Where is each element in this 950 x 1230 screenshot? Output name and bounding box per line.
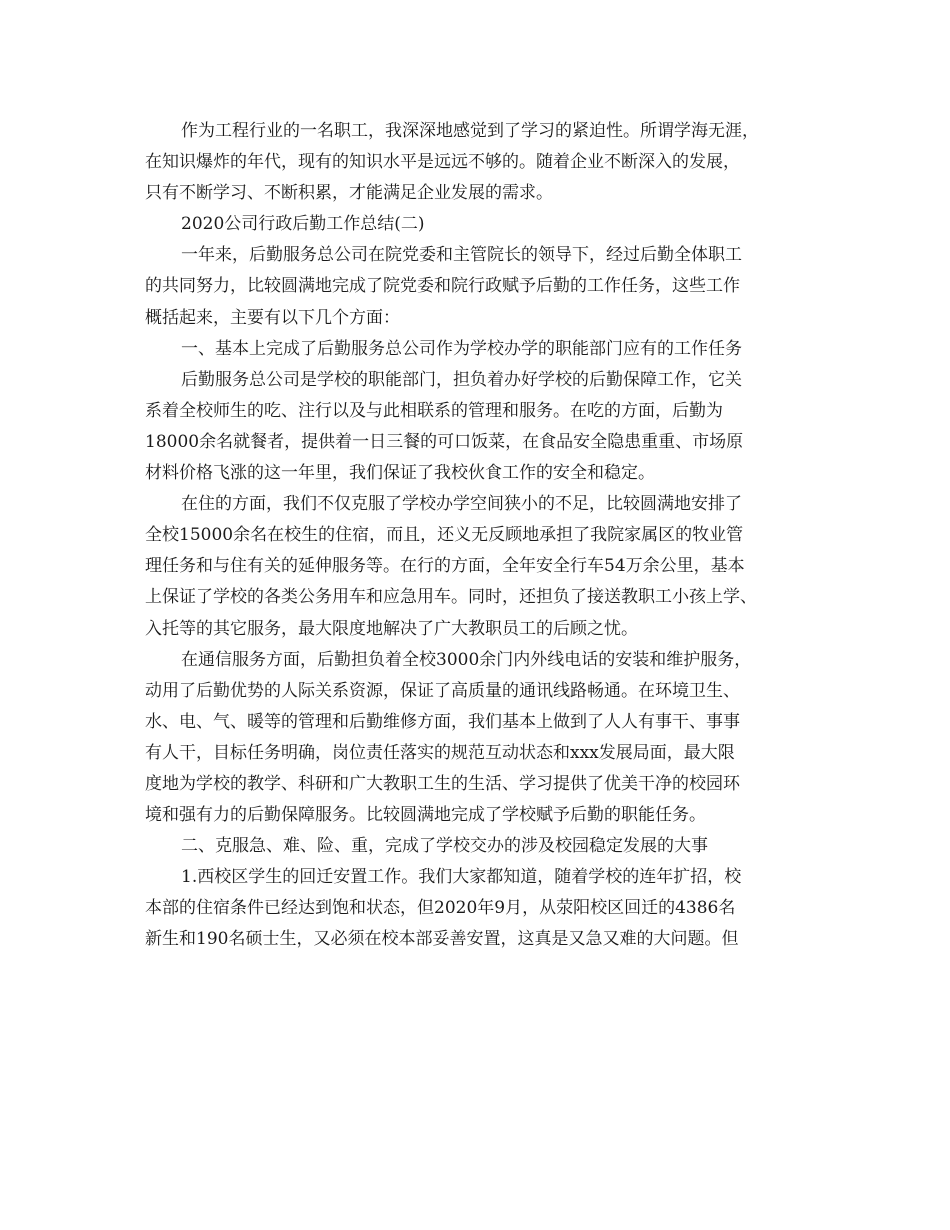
section-heading-one [145, 334, 807, 365]
heading-line: 一、基本上完成了后勤服务总公司作为学校办学的职能部门应有的工作任务 [181, 338, 742, 359]
text-line: 度地为学校的教学、科研和广大教职工生的生活、学习提供了优美干净的校园环 [145, 773, 740, 794]
text-line: 新生和190名硕士生，又必须在校本部妥善安置，这真是又急又难的大问题。但 [145, 929, 739, 950]
text-line: 动用了后勤优势的人际关系资源，保证了高质量的通讯线路畅通。在环境卫生、 [145, 680, 740, 701]
heading-line: 2020公司行政后勤工作总结(二) [181, 214, 425, 235]
paragraph-communications [145, 645, 807, 832]
paragraph-relocation [145, 862, 807, 955]
text-line: 全校15000余名在校生的住宿，而且，还义无反顾地承担了我院家属区的牧业管 [145, 525, 744, 546]
text-line: 1.西校区学生的回迁安置工作。我们大家都知道，随着学校的连年扩招，校 [181, 867, 742, 888]
text-line: 材料价格飞涨的这一年里，我们保证了我校伙食工作的安全和稳定。 [145, 463, 655, 484]
paragraph-dining [145, 365, 807, 489]
text-line: 的共同努力，比较圆满地完成了院党委和院行政赋予后勤的工作任务，这些工作 [145, 276, 740, 297]
text-line: 系着全校师生的吃、注行以及与此相联系的管理和服务。在吃的方面，后勤为 [145, 400, 723, 421]
paragraph-housing-transport [145, 489, 807, 644]
text-line: 上保证了学校的各类公务用车和应急用车。同时，还担负了接送教职工小孩上学、 [145, 587, 757, 608]
text-line: 境和强有力的后勤保障服务。比较圆满地完成了学校赋予后勤的职能任务。 [145, 805, 706, 826]
text-line: 入托等的其它服务，最大限度地解决了广大教职员工的后顾之忧。 [145, 618, 638, 639]
section-title [145, 209, 807, 240]
heading-line: 二、克服急、难、险、重，完成了学校交办的涉及校园稳定发展的大事 [181, 836, 708, 857]
paragraph-learning-urgency [145, 116, 807, 209]
text-line: 作为工程行业的一名职工，我深深地感觉到了学习的紧迫性。所谓学海无涯， [181, 121, 759, 141]
section-heading-two [145, 831, 807, 862]
document-body [145, 116, 807, 956]
text-line: 本部的住宿条件已经达到饱和状态，但2020年9月，从荥阳校区回迁的4386名 [145, 898, 736, 919]
paragraph-intro [145, 240, 807, 333]
text-line: 后勤服务总公司是学校的职能部门，担负着办好学校的后勤保障工作，它关 [181, 369, 742, 390]
text-line: 概括起来，主要有以下几个方面： [145, 307, 400, 328]
text-line: 只有不断学习、不断积累，才能满足企业发展的需求。 [145, 183, 553, 204]
text-line: 在通信服务方面，后勤担负着全校3000余门内外线电话的安装和维护服务， [181, 649, 752, 670]
text-line: 在知识爆炸的年代，现有的知识水平是远远不够的。随着企业不断深入的发展， [145, 152, 740, 173]
text-line: 一年来，后勤服务总公司在院党委和主管院长的领导下，经过后勤全体职工 [181, 245, 742, 266]
text-line: 水、电、气、暖等的管理和后勤维修方面，我们基本上做到了人人有事干、事事 [145, 711, 740, 732]
text-line: 在住的方面，我们不仅克服了学校办学空间狭小的不足，比较圆满地安排了 [181, 494, 742, 515]
text-line: 有人干，目标任务明确，岗位责任落实的规范互动状态和xxx发展局面，最大限 [145, 742, 735, 763]
text-line: 理任务和与住有关的延伸服务等。在行的方面，全年安全行车54万余公里，基本 [145, 556, 745, 577]
text-line: 18000余名就餐者，提供着一日三餐的可口饭菜，在食品安全隐患重重、市场原 [145, 431, 744, 452]
